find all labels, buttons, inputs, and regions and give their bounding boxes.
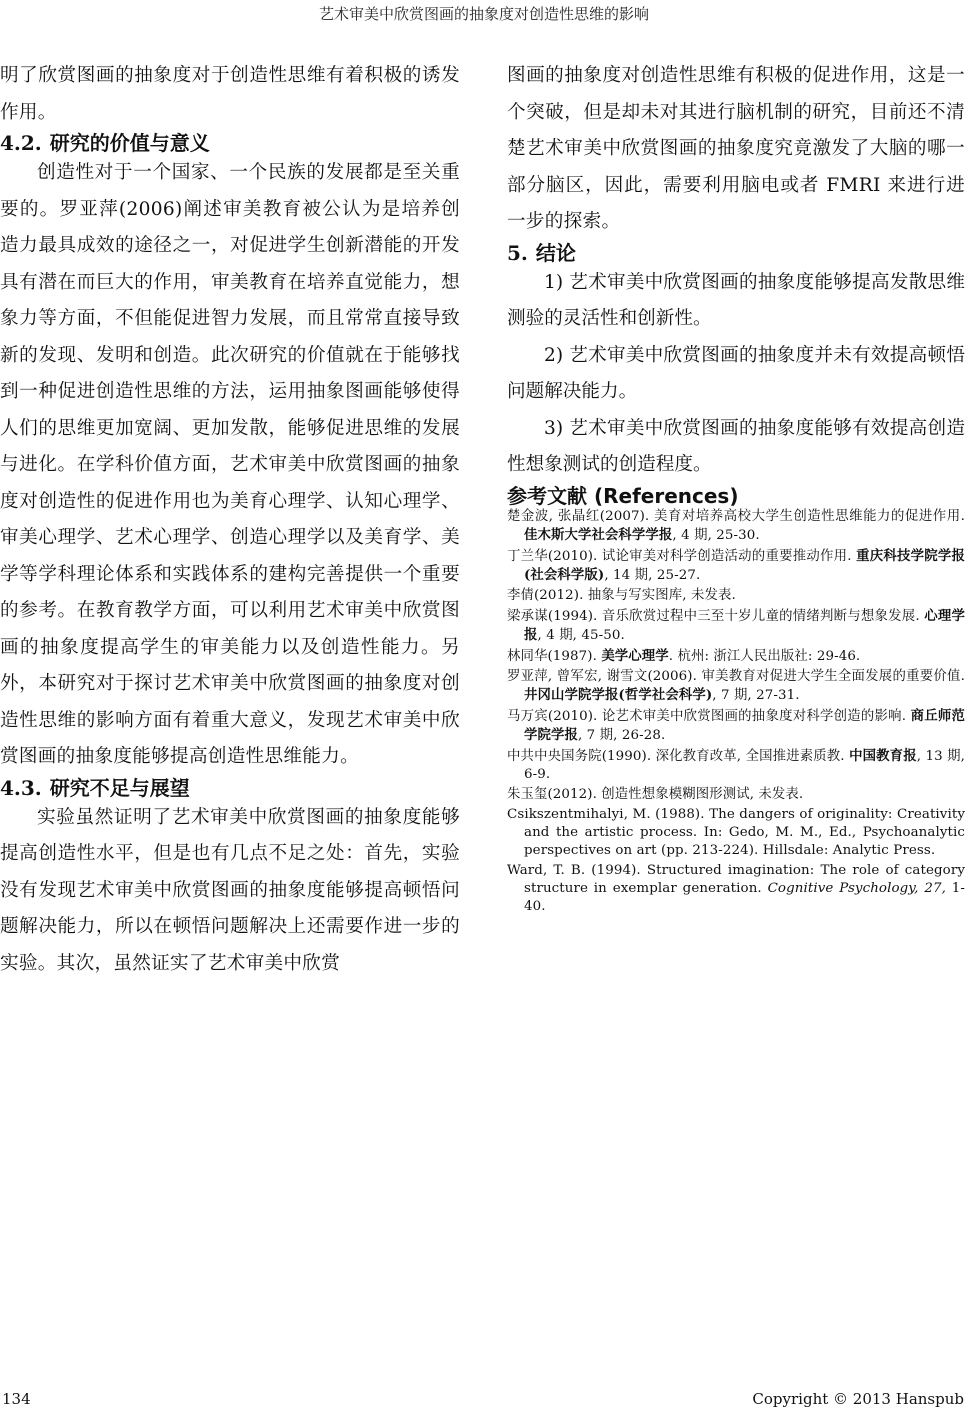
section-title: 研究的价值与意义 [49,131,210,155]
conclusion-list [507,265,965,484]
section-number: 4.2. [0,131,42,155]
reference-item: 马万宾(2010). 论艺术审美中欣赏图画的抽象度对科学创造的影响. 商丘师范学院学报, 7 期, 26-28. [507,707,965,743]
page-number: 134 [2,1390,31,1408]
reference-item: 林同华(1987). 美学心理学. 杭州: 浙江人民出版社: 29-46. [507,647,861,664]
section-heading-5 [507,241,965,265]
reference-item: 楚金波, 张晶红(2007). 美育对培养高校大学生创造性思维能力的促进作用. 佳木斯大学社会科学学报, 4 期, 25-30. [507,508,965,543]
section-heading-4-3 [0,776,460,800]
running-header: 艺术审美中欣赏图画的抽象度对创造性思维的影响 [318,5,649,23]
conclusion-item: 1) 艺术审美中欣赏图画的抽象度能够提高发散思维测验的灵活性和创新性。 [507,271,965,329]
journal-name: 井冈山学院学报(哲学社会科学) [524,686,713,703]
journal-name: 重庆科技学院学报(社会科学版) [524,547,965,583]
left-column [0,58,460,982]
limitations-paragraph: 实验虽然证明了艺术审美中欣赏图画的抽象度能够提高创造性水平，但是也有几点不足之处：首先，实验没有发现艺术审美中欣赏图画的抽象度能够提高顿悟问题解决能力，所以在顿悟问题解决上还需要作进一步的实验。其次，虽然证实了艺术审美中欣赏 [0,806,460,974]
reference-item: Ward, T. B. (1994). Structured imagination: The role of category structure in exemplar generation. Cognitive Psychology, 27, 1-40. [507,862,965,914]
journal-name: 佳木斯大学社会科学学报 [524,526,673,543]
section-number: 4.3. [0,775,42,800]
journal-name: 心理学报 [524,607,965,643]
section-title: 结论 [535,240,576,265]
value-significance-paragraph: 创造性对于一个国家、一个民族的发展都是至关重要的。罗亚萍(2006)阐述审美教育被公认为是培养创造力最具成效的途径之一，对促进学生创新潜能的开发具有潜在而巨大的作用，审美教育在培养直觉能力，想象力等方面，不但能促进智力发展，而且常常直接导致新的发现、发明和创造。此次研究的价值就在于能够找到一种促进创造性思维的方法，运用抽象图画能够使得人们的思维更加宽阔、更加发散，能够促进思维的发展与进化。在学科价值方面，艺术审美中欣赏图画的抽象度对创造性的促进作用也为美育心理学、认知心理学、审美心理学、艺术心理学、创造心理学以及美育学、美学等学科理论体系和实践体系的建构完善提供一个重要的参考。在教育教学方面，可以利用艺术审美中欣赏图画的抽象度提高学生的审美能力以及创造性能力。另外，本研究对于探讨艺术审美中欣赏图画的抽象度对创造性思维的影响方面有着重大意义，发现艺术审美中欣赏图画的抽象度能够提高创造性思维能力。 [0,162,460,767]
journal-name: 美学心理学 [601,647,669,664]
intro-paragraph: 明了欣赏图画的抽象度对于创造性思维有着积极的诱发作用。 [0,65,460,123]
copyright-notice: Copyright © 2013 Hanspub [752,1390,964,1408]
reference-list [507,508,965,916]
continued-paragraph: 图画的抽象度对创造性思维有积极的促进作用，这是一个突破，但是却未对其进行脑机制的研究，目前还不清楚艺术审美中欣赏图画的抽象度究竟激发了大脑的哪一部分脑区，因此，需要利用脑电或者 FMRI 来进行进一步的探索。 [507,65,965,232]
section-heading-4-2 [0,131,460,155]
conclusion-item: 3) 艺术审美中欣赏图画的抽象度能够有效提高创造性想象测试的创造程度。 [507,417,965,475]
journal-name: 商丘师范学院学报 [524,707,965,743]
section-title: 研究不足与展望 [49,775,190,800]
right-column [507,58,965,918]
journal-name: Cognitive Psychology, 27, [767,880,946,896]
reference-item: 中共中央国务院(1990). 深化教育改革, 全国推进素质教. 中国教育报, 13 期, 6-9. [507,747,966,782]
conclusion-item: 2) 艺术审美中欣赏图画的抽象度并未有效提高顿悟问题解决能力。 [507,344,965,402]
reference-item: Csikszentmihalyi, M. (1988). The dangers of originality: Creativity and the artistic process. In: Gedo, M. M., Ed., Psychoanalytic perspectives on art (pp. 213-224). Hillsdale: Analytic Press. [507,806,965,858]
reference-item: 李倩(2012). 抽象与写实图库, 未发表. [507,587,736,603]
journal-name: 中国教育报 [849,747,917,764]
reference-item: 梁承谋(1994). 音乐欣赏过程中三至十岁儿童的情绪判断与想象发展. 心理学报, 4 期, 45-50. [507,607,965,643]
references-heading: 参考文献 (References) [507,483,739,508]
reference-item: 丁兰华(2010). 试论审美对科学创造活动的重要推动作用. 重庆科技学院学报(社会科学版), 14 期, 25-27. [507,547,965,583]
section-number: 5. [507,240,528,265]
reference-item: 罗亚萍, 曾军宏, 谢雪文(2006). 审美教育对促进大学生全面发展的重要价值. 井冈山学院学报(哲学社会科学), 7 期, 27-31. [507,668,965,703]
reference-item: 朱玉玺(2012). 创造性想象模糊图形测试, 未发表. [507,786,804,802]
